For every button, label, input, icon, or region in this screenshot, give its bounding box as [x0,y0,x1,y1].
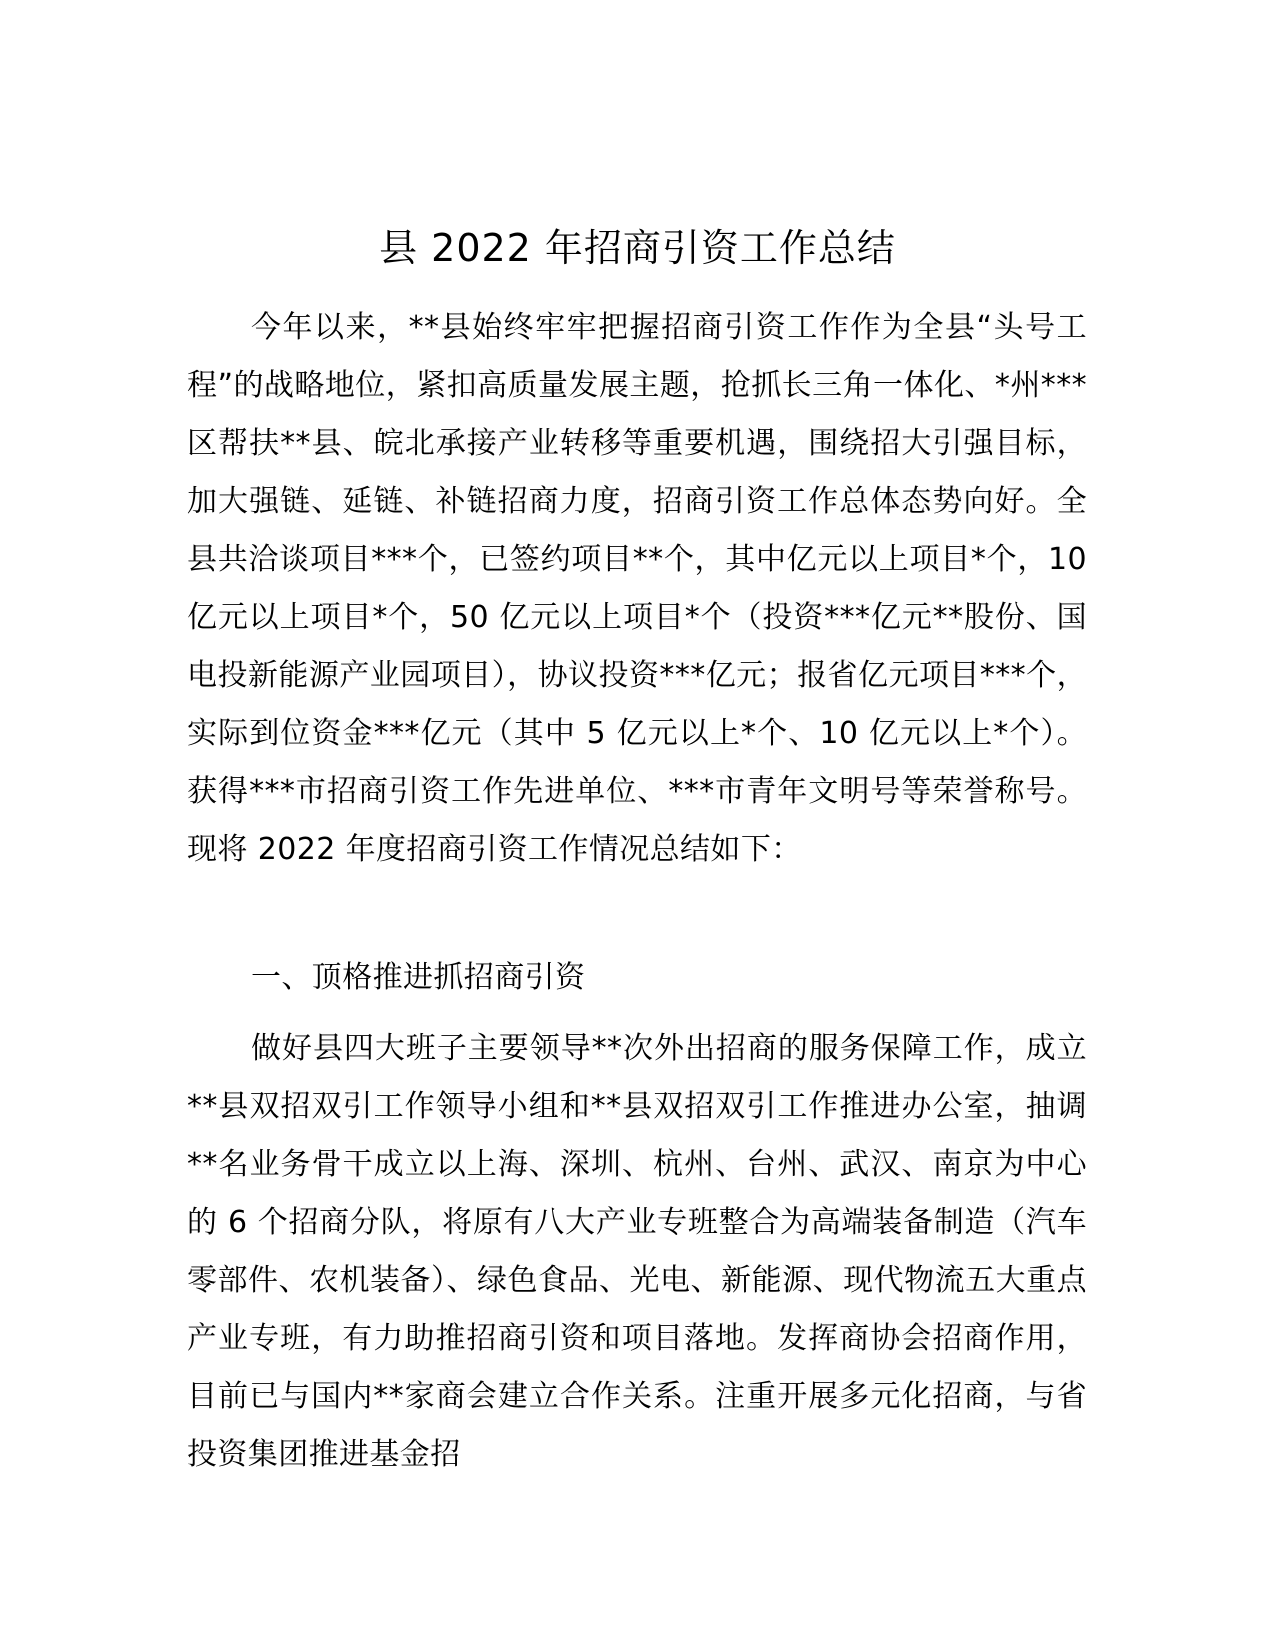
section-heading-1: 一、顶格推进抓招商引资 [251,960,586,995]
section-1-paragraph: 做好县四大班子主要领导**次外出招商的服务保障工作，成立**县双招双引工作领导小组和**县双招双引工作推进办公室，抽调**名业务骨干成立以上海、深圳、杭州、台州、武汉、南京为中心的 6 个招商分队，将原有八大产业专班整合为高端装备制造（汽车零部件、农机装备）、绿色食品、光电、新能源、现代物流五大重点产业专班，有力助推招商引资和项目落地。发挥商协会招商作用，目前已与国内**家商会建立合作关系。注重开展多元化招商，与省投资集团推进基金招 [187,1031,1087,1472]
intro-paragraph: 今年以来，**县始终牢牢把握招商引资工作作为全县“头号工程”的战略地位，紧扣高质量发展主题，抢抓长三角一体化、*州***区帮扶**县、皖北承接产业转移等重要机遇，围绕招大引强目标，加大强链、延链、补链招商力度，招商引资工作总体态势向好。全县共洽谈项目***个，已签约项目**个，其中亿元以上项目*个，10 亿元以上项目*个，50 亿元以上项目*个（投资***亿元**股份、国电投新能源产业园项目），协议投资***亿元；报省亿元项目***个，实际到位资金***亿元（其中 5 亿元以上*个、10 亿元以上*个）。获得***市招商引资工作先进单位、***市青年文明号等荣誉称号。现将 2022 年度招商引资工作情况总结如下： [187,310,1087,867]
document-title: 县 2022 年招商引资工作总结 [379,226,896,270]
